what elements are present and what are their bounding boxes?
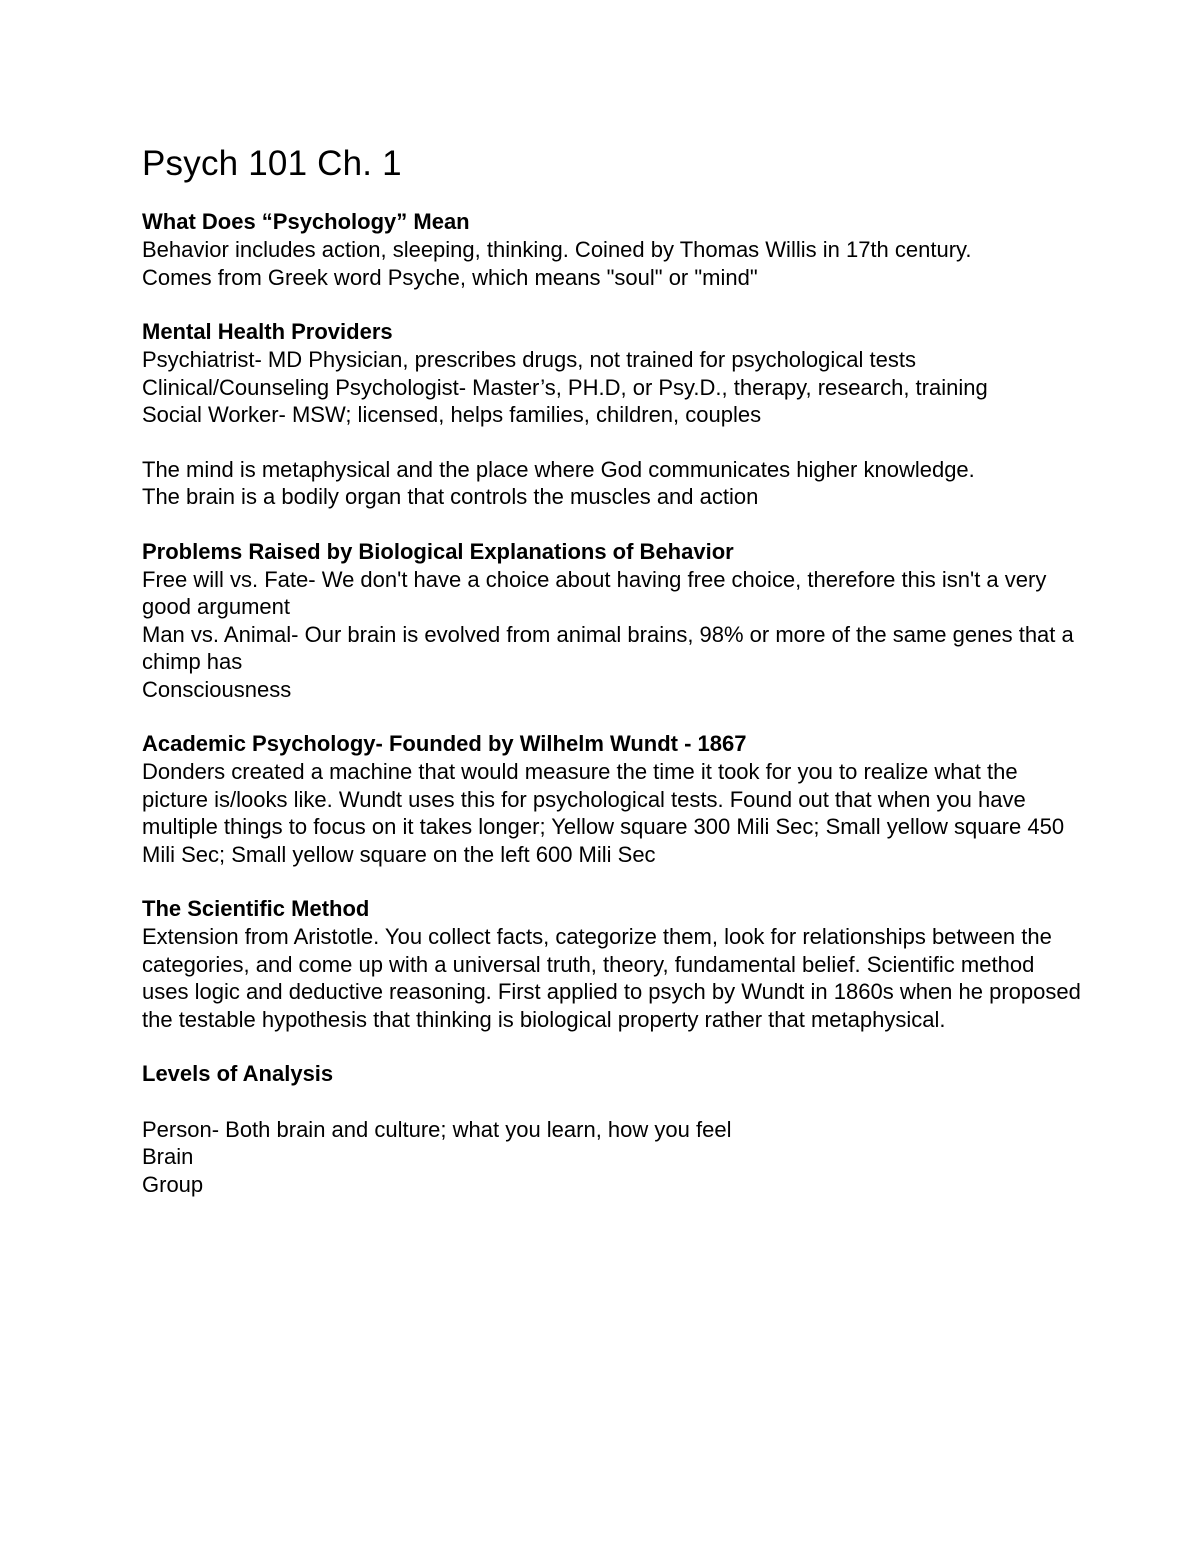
section-heading: Problems Raised by Biological Explanations of Behavior — [142, 538, 734, 564]
paragraph-line: Man vs. Animal- Our brain is evolved from animal brains, 98% or more of the same genes that a chimp has — [142, 621, 1074, 674]
paragraph-line: The mind is metaphysical and the place where God communicates higher knowledge. — [142, 456, 975, 482]
section-heading: The Scientific Method — [142, 896, 370, 921]
page-title: Psych 101 Ch. 1 — [142, 144, 402, 183]
section-levels-of-analysis — [142, 1060, 1082, 1198]
paragraph-line: Person- Both brain and culture; what you learn, how you feel — [142, 1116, 732, 1142]
paragraph-line: Social Worker- MSW; licensed, helps families, children, couples — [142, 402, 762, 427]
section-heading: Academic Psychology- Founded by Wilhelm Wundt - 1867 — [142, 731, 747, 756]
blank-line — [142, 1088, 1082, 1116]
section-academic-psychology — [142, 730, 1082, 868]
paragraph-line: Brain — [142, 1144, 194, 1169]
section-mind-brain — [142, 456, 1082, 511]
section-scientific-method — [142, 895, 1082, 1033]
paragraph-line: Free will vs. Fate- We don't have a choice about having free choice, therefore this isn't a very good argument — [142, 566, 1047, 619]
paragraph-line: Donders created a machine that would measure the time it took for you to realize what the picture is/looks like. Wundt uses this for psychological tests. Found out that when you have multiple things to focus on it takes longer; Yellow square 300 Mili Sec; Small yellow square 450 Mili Sec; Small yellow square on the left 600 Mili Sec — [142, 759, 1065, 867]
paragraph-line: Clinical/Counseling Psychologist- Master’s, PH.D, or Psy.D., therapy, research, training — [142, 374, 988, 400]
paragraph-line: The brain is a bodily organ that controls the muscles and action — [142, 484, 759, 509]
section-heading: Mental Health Providers — [142, 319, 393, 344]
section-heading: What Does “Psychology” Mean — [142, 209, 470, 234]
paragraph-line: Behavior includes action, sleeping, thinking. Coined by Thomas Willis in 17th century. — [142, 237, 972, 262]
paragraph-line: Comes from Greek word Psyche, which means "soul" or "mind" — [142, 264, 758, 290]
section-biological-explanations — [142, 538, 1082, 704]
section-mental-health-providers — [142, 318, 1082, 429]
paragraph-line: Consciousness — [142, 676, 292, 702]
paragraph-line: Psychiatrist- MD Physician, prescribes drugs, not trained for psychological tests — [142, 347, 916, 372]
section-heading: Levels of Analysis — [142, 1061, 334, 1086]
document-page — [142, 142, 1082, 1225]
paragraph-line: Group — [142, 1171, 204, 1197]
paragraph-line: Extension from Aristotle. You collect facts, categorize them, look for relationships between the categories, and come up with a universal truth, theory, fundamental belief. Scientific method uses logic and deductive reasoning. First applied to psych by Wundt in 1860s when he proposed the testable hypothesis that thinking is biological property rather that metaphysical. — [142, 924, 1081, 1032]
section-psychology-meaning — [142, 208, 1082, 291]
